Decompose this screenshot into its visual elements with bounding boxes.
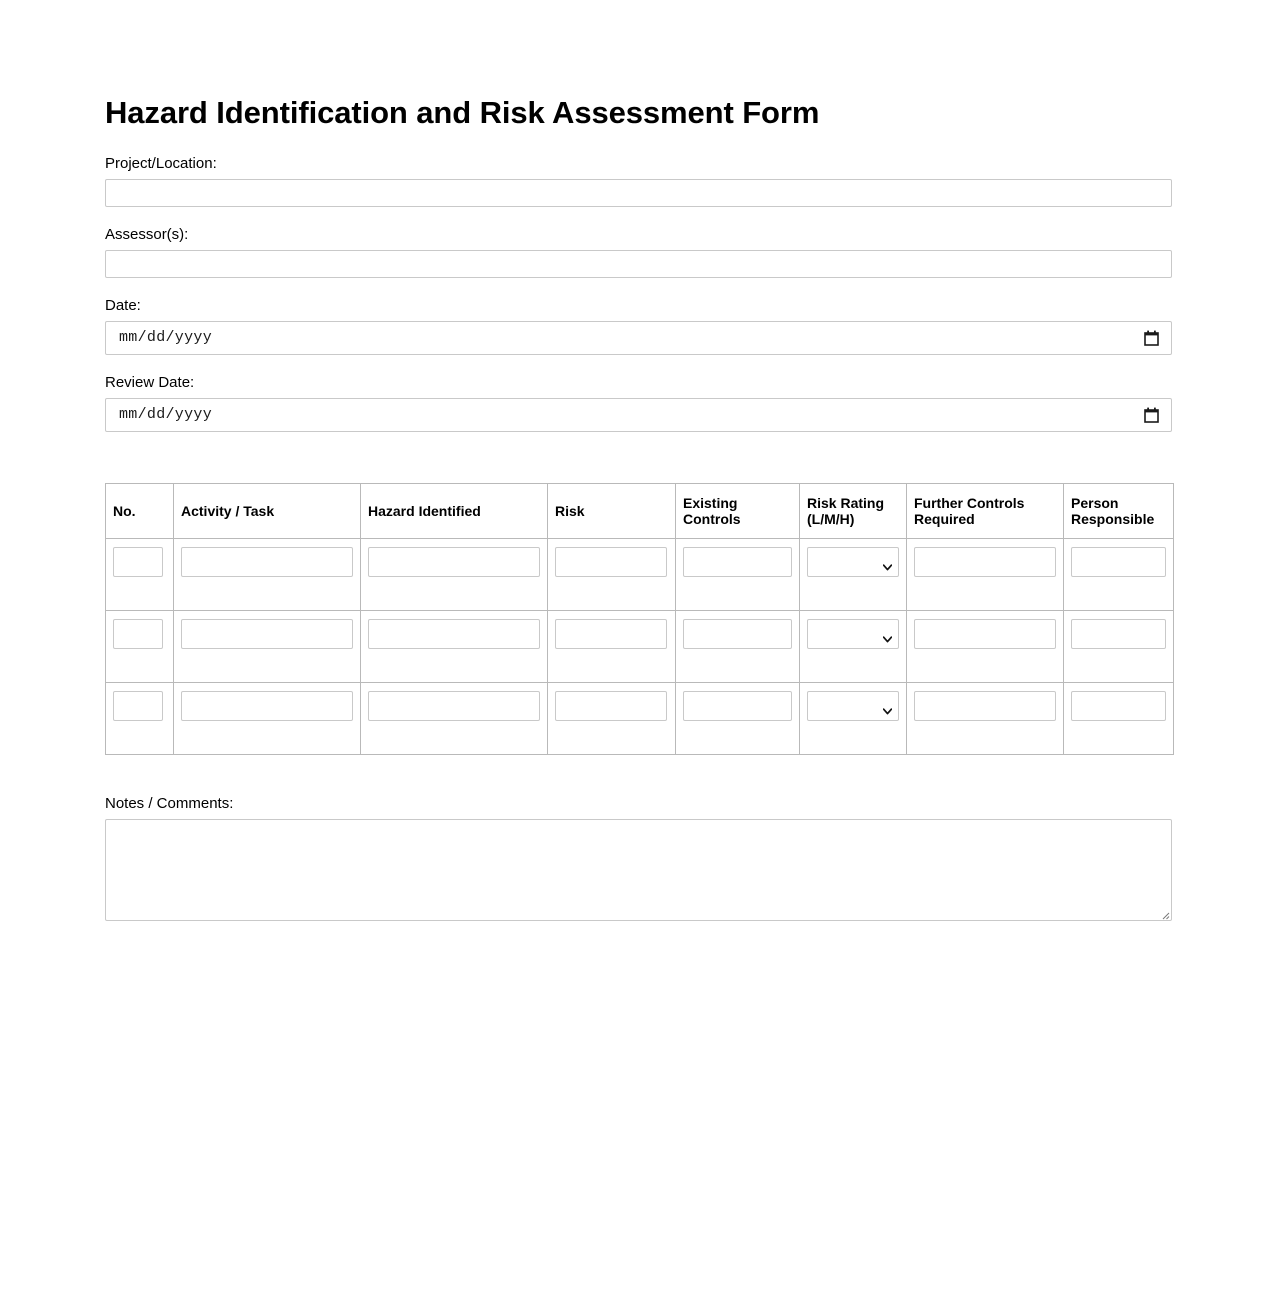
risk-rating-select-wrap — [807, 691, 899, 721]
cell-risk — [548, 610, 676, 682]
hazard-assessment-table — [105, 483, 1174, 755]
cell-risk-rating — [800, 538, 907, 610]
field-review-date — [105, 374, 1172, 432]
review-date-placeholder: mm/dd/yyyy — [119, 405, 213, 423]
cell-person-responsible — [1064, 538, 1174, 610]
cell-existing-controls — [676, 610, 800, 682]
table-head — [106, 483, 1174, 538]
row-further-controls-input[interactable] — [914, 547, 1056, 577]
review-date-row — [105, 398, 1172, 432]
cell-risk-rating — [800, 610, 907, 682]
row-person-responsible-input[interactable] — [1071, 691, 1166, 721]
row-existing-controls-input[interactable] — [683, 547, 792, 577]
label-notes: Notes / Comments: — [105, 794, 234, 812]
row-no-input[interactable] — [113, 691, 163, 721]
column-header-further-controls: Further Controls Required — [907, 483, 1064, 538]
row-further-controls-input[interactable] — [914, 619, 1056, 649]
cell-no — [106, 610, 174, 682]
row-existing-controls-input[interactable] — [683, 691, 792, 721]
table-header-row — [106, 483, 1174, 538]
row-further-controls-input[interactable] — [914, 691, 1056, 721]
column-header-risk: Risk — [548, 483, 676, 538]
label-date: Date: — [105, 296, 141, 314]
column-header-activity: Activity / Task — [174, 483, 361, 538]
page-title: Hazard Identification and Risk Assessment Form — [105, 95, 820, 130]
row-risk-input[interactable] — [555, 619, 667, 649]
row-risk-input[interactable] — [555, 691, 667, 721]
notes-textarea[interactable] — [105, 819, 1172, 921]
field-notes — [105, 795, 1172, 921]
row-no-input[interactable] — [113, 619, 163, 649]
cell-risk — [548, 538, 676, 610]
table-row — [106, 682, 1174, 754]
project-location-input[interactable] — [105, 179, 1172, 207]
row-activity-input[interactable] — [181, 691, 353, 721]
cell-no — [106, 538, 174, 610]
cell-existing-controls — [676, 538, 800, 610]
column-header-person-responsible: Person Responsible — [1064, 483, 1174, 538]
row-activity-input[interactable] — [181, 547, 353, 577]
cell-risk-rating — [800, 682, 907, 754]
risk-rating-select-wrap — [807, 619, 899, 649]
calendar-icon[interactable] — [1144, 330, 1159, 346]
row-risk-input[interactable] — [555, 547, 667, 577]
field-project-location — [105, 155, 1172, 207]
row-risk-rating-select[interactable] — [807, 619, 899, 649]
cell-hazard — [361, 538, 548, 610]
date-placeholder: mm/dd/yyyy — [119, 328, 213, 346]
column-header-hazard: Hazard Identified — [361, 483, 548, 538]
table-row — [106, 610, 1174, 682]
cell-risk — [548, 682, 676, 754]
column-header-existing-controls: Existing Controls — [676, 483, 800, 538]
cell-person-responsible — [1064, 682, 1174, 754]
table-row — [106, 538, 1174, 610]
date-row — [105, 321, 1172, 355]
row-hazard-input[interactable] — [368, 619, 540, 649]
cell-activity — [174, 682, 361, 754]
row-risk-rating-select[interactable] — [807, 547, 899, 577]
calendar-icon[interactable] — [1144, 407, 1159, 423]
cell-person-responsible — [1064, 610, 1174, 682]
field-date — [105, 297, 1172, 355]
row-activity-input[interactable] — [181, 619, 353, 649]
risk-rating-select-wrap — [807, 547, 899, 577]
cell-further-controls — [907, 682, 1064, 754]
spacer — [105, 451, 1172, 483]
cell-existing-controls — [676, 682, 800, 754]
row-person-responsible-input[interactable] — [1071, 547, 1166, 577]
cell-hazard — [361, 610, 548, 682]
cell-activity — [174, 610, 361, 682]
label-review-date: Review Date: — [105, 373, 195, 391]
label-assessors: Assessor(s): — [105, 225, 189, 243]
row-hazard-input[interactable] — [368, 691, 540, 721]
cell-further-controls — [907, 538, 1064, 610]
assessors-input[interactable] — [105, 250, 1172, 278]
field-assessors — [105, 226, 1172, 278]
cell-hazard — [361, 682, 548, 754]
row-person-responsible-input[interactable] — [1071, 619, 1166, 649]
review-date-input[interactable] — [105, 398, 1172, 432]
date-input[interactable] — [105, 321, 1172, 355]
cell-activity — [174, 538, 361, 610]
cell-further-controls — [907, 610, 1064, 682]
column-header-no: No. — [106, 483, 174, 538]
cell-no — [106, 682, 174, 754]
row-hazard-input[interactable] — [368, 547, 540, 577]
row-risk-rating-select[interactable] — [807, 691, 899, 721]
notes-wrap — [105, 819, 1172, 921]
label-project-location: Project/Location: — [105, 154, 217, 172]
row-existing-controls-input[interactable] — [683, 619, 792, 649]
row-no-input[interactable] — [113, 547, 163, 577]
column-header-risk-rating: Risk Rating (L/M/H) — [800, 483, 907, 538]
table-body — [106, 538, 1174, 754]
